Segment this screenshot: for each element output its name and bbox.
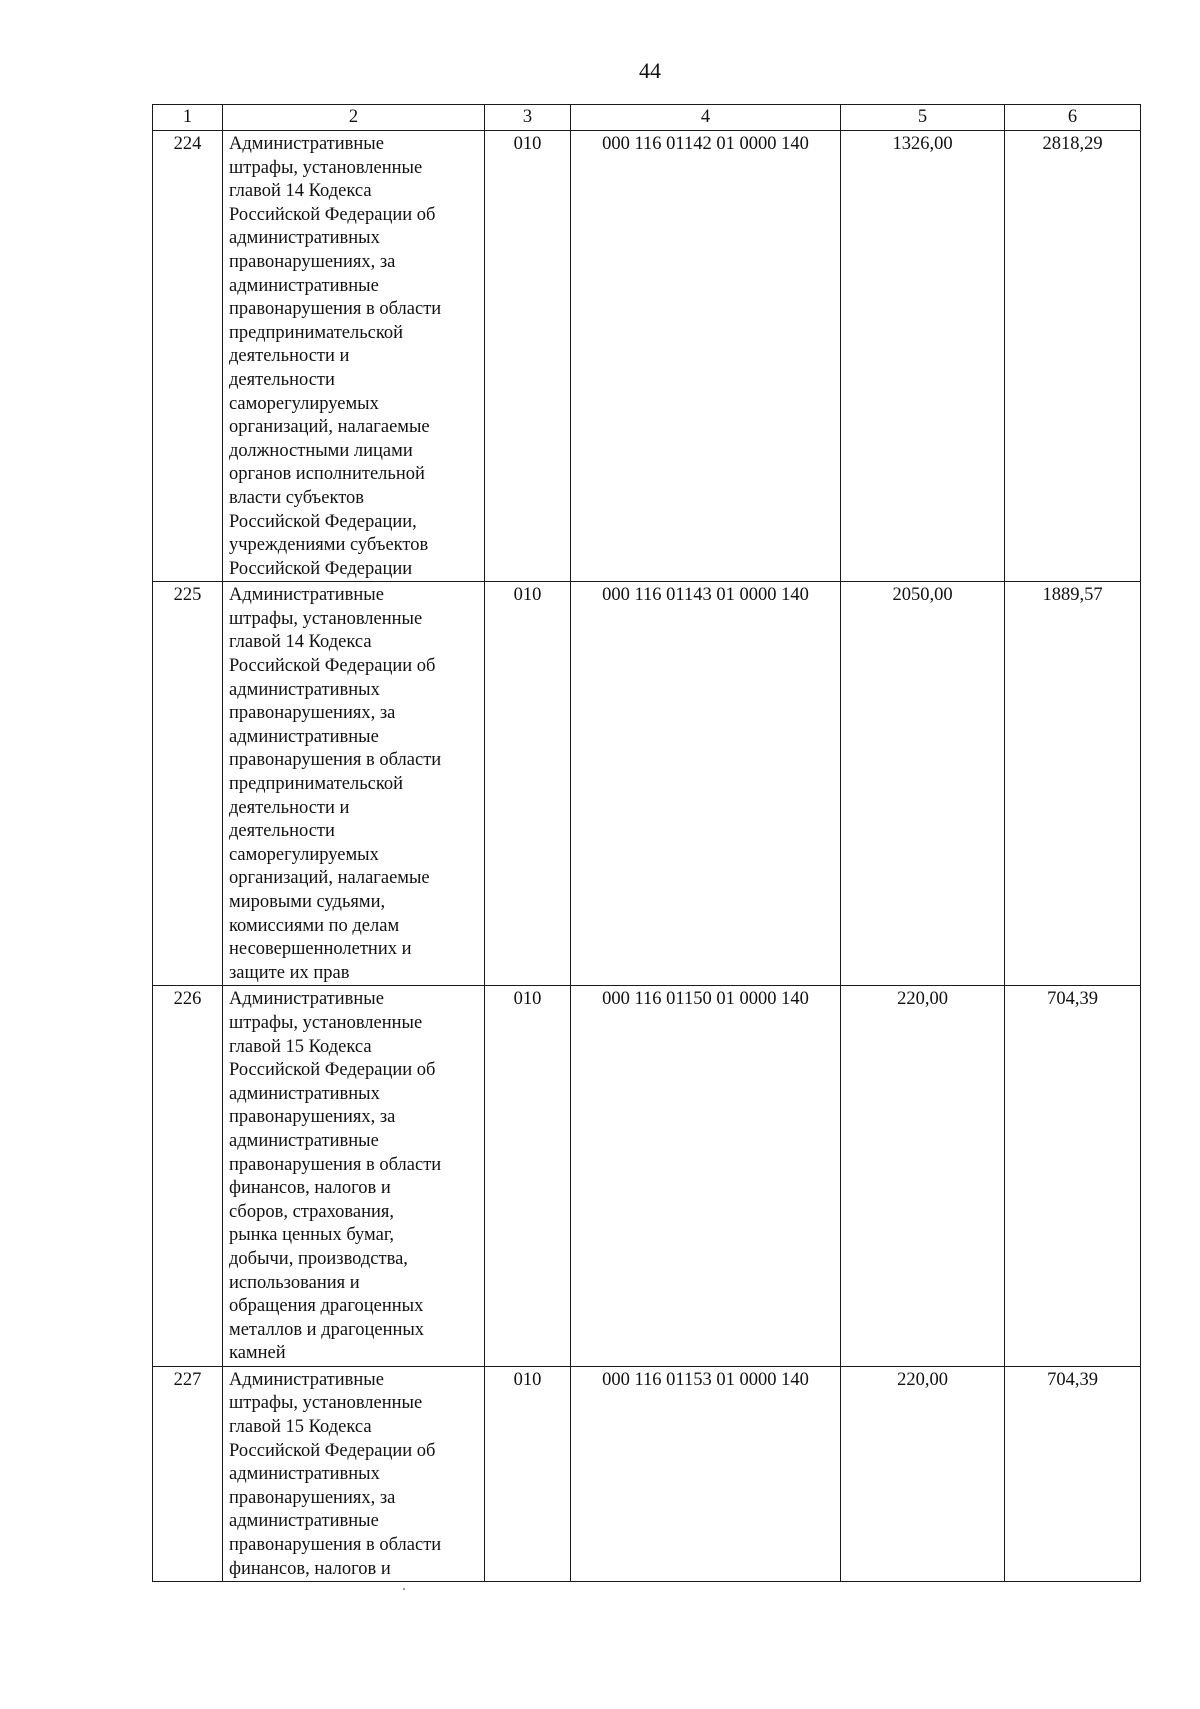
description-line: правонарушения в области (229, 750, 442, 771)
description-line: административные (229, 1511, 379, 1532)
description-line: Российской Федерации об (229, 1060, 436, 1081)
description-line: Административные (229, 134, 384, 154)
row-code: 010 (485, 131, 571, 582)
row-kbk-code: 000 116 01143 01 0000 140 (571, 582, 841, 986)
description-line: административные (229, 726, 379, 747)
description-line: саморегулируемых (229, 844, 379, 865)
row-amount-col6: 704,39 (1005, 986, 1141, 1367)
row-kbk-code: 000 116 01153 01 0000 140 (571, 1366, 841, 1581)
header-col-5: 5 (841, 105, 1005, 131)
description-line: комиссиями по делам (229, 915, 400, 936)
description-line: Российской Федерации об (229, 1440, 436, 1461)
row-amount-col5: 220,00 (841, 986, 1005, 1367)
row-description (223, 1366, 485, 1581)
description-line: правонарушениях, за (229, 703, 396, 724)
description-line: административных (229, 1464, 380, 1485)
row-amount-col6: 704,39 (1005, 1366, 1141, 1581)
description-line: правонарушения в области (229, 1154, 442, 1175)
table-row (153, 131, 1141, 582)
description-line: административных (229, 679, 380, 700)
description-line: Российской Федерации об (229, 204, 436, 225)
description-line: финансов, налогов и (229, 1558, 391, 1579)
scan-mark (403, 1588, 405, 1590)
row-number: 226 (153, 986, 223, 1367)
description-line: организаций, налагаемые (229, 868, 430, 889)
description-line: административных (229, 1083, 380, 1104)
description-line: деятельности и (229, 346, 350, 367)
table-body (153, 131, 1141, 1582)
header-col-2: 2 (223, 105, 485, 131)
description-line: органов исполнительной (229, 464, 425, 485)
description-line: штрафы, установленные (229, 608, 423, 629)
description-line: металлов и драгоценных (229, 1319, 425, 1340)
description-line: мировыми судьями, (229, 892, 386, 912)
row-code: 010 (485, 1366, 571, 1581)
description-line: использования и (229, 1272, 360, 1293)
description-line: административные (229, 1130, 379, 1151)
header-col-1: 1 (153, 105, 223, 131)
budget-table (152, 104, 1141, 1582)
description-line: Административные (229, 1369, 384, 1390)
description-line: правонарушения в области (229, 1535, 442, 1556)
description-line: правонарушениях, за (229, 1107, 396, 1128)
header-col-3: 3 (485, 105, 571, 131)
description-line: деятельности (229, 821, 335, 842)
table-row (153, 986, 1141, 1367)
row-amount-col5: 220,00 (841, 1366, 1005, 1581)
row-amount-col6: 2818,29 (1005, 131, 1141, 582)
row-description (223, 131, 485, 582)
description-line: организаций, налагаемые (229, 417, 430, 438)
description-line: деятельности и (229, 797, 350, 818)
description-line: главой 14 Кодекса (229, 181, 372, 202)
description-line: административные (229, 275, 379, 296)
description-line: Административные (229, 989, 384, 1010)
description-line: камней (229, 1343, 286, 1364)
description-line: несовершеннолетних и (229, 939, 412, 960)
row-description (223, 582, 485, 986)
row-code: 010 (485, 986, 571, 1367)
row-amount-col6: 1889,57 (1005, 582, 1141, 986)
description-line: штрафы, установленные (229, 157, 423, 178)
page-number: 44 (639, 58, 661, 83)
description-line: штрафы, установленные (229, 1393, 423, 1414)
description-line: правонарушениях, за (229, 1487, 396, 1508)
description-line: главой 15 Кодекса (229, 1036, 372, 1057)
description-line: обращения драгоценных (229, 1296, 424, 1317)
table-header (153, 105, 1141, 131)
row-amount-col5: 1326,00 (841, 131, 1005, 582)
description-line: сборов, страхования, (229, 1201, 395, 1222)
description-line: главой 14 Кодекса (229, 632, 372, 653)
description-line: финансов, налогов и (229, 1178, 391, 1199)
row-description (223, 986, 485, 1367)
description-line: рынка ценных бумаг, (229, 1225, 394, 1246)
row-kbk-code: 000 116 01142 01 0000 140 (571, 131, 841, 582)
header-col-4: 4 (571, 105, 841, 131)
description-line: саморегулируемых (229, 393, 379, 414)
description-line: правонарушениях, за (229, 251, 396, 272)
description-line: защите их прав (229, 962, 350, 983)
description-line: должностными лицами (229, 440, 413, 461)
description-line: Российской Федерации, (229, 511, 417, 532)
row-number: 225 (153, 582, 223, 986)
header-row (153, 105, 1141, 131)
description-line: административных (229, 228, 380, 249)
description-line: Административные (229, 585, 384, 606)
row-amount-col5: 2050,00 (841, 582, 1005, 986)
description-line: учреждениями субъектов (229, 535, 429, 556)
description-line: власти субъектов (229, 487, 365, 508)
description-line: штрафы, установленные (229, 1012, 423, 1033)
row-kbk-code: 000 116 01150 01 0000 140 (571, 986, 841, 1367)
description-line: Российской Федерации (229, 558, 413, 579)
row-number: 224 (153, 131, 223, 582)
row-code: 010 (485, 582, 571, 986)
description-line: предпринимательской (229, 774, 404, 795)
description-line: Российской Федерации об (229, 656, 436, 677)
description-line: деятельности (229, 369, 335, 390)
table-row (153, 582, 1141, 986)
description-line: главой 15 Кодекса (229, 1417, 372, 1438)
table-row (153, 1366, 1141, 1581)
description-line: предпринимательской (229, 322, 404, 343)
header-col-6: 6 (1005, 105, 1141, 131)
description-line: добычи, производства, (229, 1248, 408, 1269)
row-number: 227 (153, 1366, 223, 1581)
description-line: правонарушения в области (229, 299, 442, 320)
